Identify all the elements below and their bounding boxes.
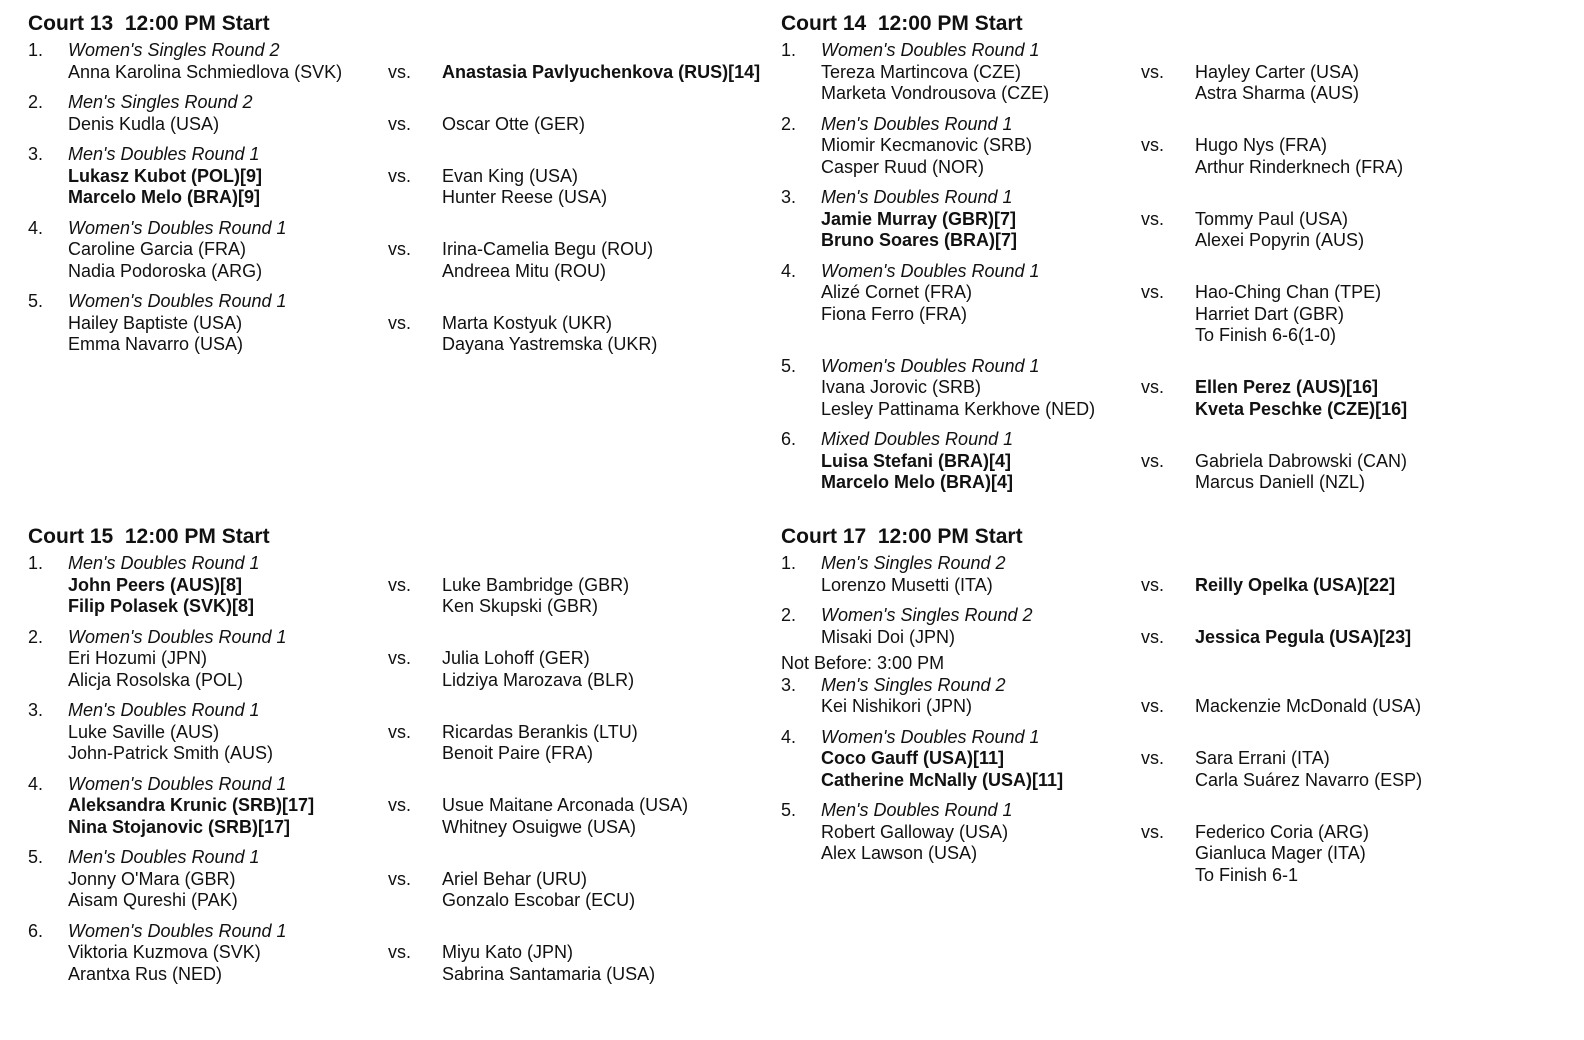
vs-label: vs. [388,61,412,82]
player-row [781,627,1541,649]
player-row [28,313,788,335]
round-label: Men's Singles Round 2 [821,553,1006,573]
round-label: Women's Doubles Round 1 [68,773,287,794]
match-entry [781,356,1541,421]
vs-label: vs. [388,113,412,134]
opponent-name: Ken Skupski (GBR) [442,596,599,616]
match-number: 5. [781,355,797,376]
vs-label: vs. [388,795,412,815]
player-name: Filip Polasek (SVK)[8] [68,596,255,616]
match-header-row [28,847,788,869]
player-row [28,575,788,597]
opponent-name: Whitney Osuigwe (USA) [442,816,637,837]
vs-label: vs. [388,239,412,259]
opponent-name: Hunter Reese (USA) [442,187,608,207]
opponent-name: Mackenzie McDonald (USA) [1195,696,1422,716]
player-name: Alex Lawson (USA) [821,843,978,863]
player-name: Fiona Ferro (FRA) [821,303,968,324]
match-number: 1. [28,553,44,573]
match-header-row [781,114,1541,136]
court-section [781,10,1541,503]
player-name: Luke Saville (AUS) [68,721,220,742]
match-number: 3. [28,700,44,720]
opponent-name: Gabriela Dabrowski (CAN) [1195,450,1408,471]
player-row [781,472,1541,494]
finish-note-row [781,325,1541,347]
match-entry [28,291,788,356]
player-name: Lesley Pattinama Kerkhove (NED) [821,398,1096,419]
opponent-name: Alexei Popyrin (AUS) [1195,230,1365,250]
opponent-name: Hao-Ching Chan (TPE) [1195,282,1382,302]
player-name: Robert Galloway (USA) [821,821,1009,842]
round-label: Women's Doubles Round 1 [68,626,287,647]
player-row [781,304,1541,326]
match-number: 5. [28,847,44,867]
match-number: 4. [28,217,44,238]
match-entry [28,700,788,765]
match-number: 2. [781,113,797,134]
player-row [781,83,1541,105]
round-label: Men's Singles Round 2 [68,92,253,112]
opponent-name: Astra Sharma (AUS) [1195,83,1360,103]
player-name: Aleksandra Krunic (SRB)[17] [68,795,315,815]
player-name: Nina Stojanovic (SRB)[17] [68,816,291,837]
player-row [28,942,788,964]
court-title: Court 17 12:00 PM Start [781,525,1023,548]
match-number: 6. [781,429,797,449]
player-row [28,869,788,891]
round-label: Men's Doubles Round 1 [68,847,260,867]
match-number: 6. [28,920,44,941]
match-entry [781,727,1541,792]
round-label: Men's Doubles Round 1 [68,700,260,720]
player-name: Lukasz Kubot (POL)[9] [68,165,262,186]
round-label: Men's Singles Round 2 [821,674,1006,695]
match-number: 2. [781,605,797,625]
vs-label: vs. [388,165,412,186]
player-row [781,399,1541,421]
player-row [28,722,788,744]
round-label: Men's Doubles Round 1 [821,187,1013,207]
match-entry [28,40,788,83]
match-header-row [781,675,1541,697]
vs-label: vs. [388,868,412,889]
opponent-name: Irina-Camelia Begu (ROU) [442,239,654,259]
player-name: Caroline Garcia (FRA) [68,239,247,259]
finish-note: To Finish 6-1 [1195,864,1299,885]
match-header-row [781,800,1541,822]
vs-label: vs. [1141,208,1165,229]
opponent-name: Marta Kostyuk (UKR) [442,312,613,333]
match-number: 3. [781,187,797,207]
opponent-name: Benoit Paire (FRA) [442,743,594,763]
vs-label: vs. [1141,377,1165,397]
player-row [781,770,1541,792]
opponent-name: Luke Bambridge (GBR) [442,574,630,595]
match-number: 2. [28,92,44,112]
match-header-row [781,429,1541,451]
round-label: Women's Doubles Round 1 [68,217,287,238]
player-row [28,166,788,188]
finish-note: To Finish 6-6(1-0) [1195,325,1337,345]
court-title: Court 15 12:00 PM Start [28,525,270,548]
player-row [28,964,788,986]
player-name: Ivana Jorovic (SRB) [821,377,982,397]
opponent-name: Marcus Daniell (NZL) [1195,472,1366,492]
player-row [781,451,1541,473]
match-entry [781,114,1541,179]
player-name: Marcelo Melo (BRA)[4] [821,472,1014,492]
court-section [28,10,788,365]
opponent-name: Sara Errani (ITA) [1195,748,1330,768]
opponent-name: Harriet Dart (GBR) [1195,303,1345,324]
round-label: Women's Doubles Round 1 [821,40,1040,60]
player-name: Aisam Qureshi (PAK) [68,890,238,910]
opponent-name: Carla Suárez Navarro (ESP) [1195,769,1423,790]
opponent-name: Jessica Pegula (USA)[23] [1195,626,1412,647]
vs-label: vs. [388,721,412,742]
match-entry [28,847,788,912]
player-row [781,135,1541,157]
round-label: Mixed Doubles Round 1 [821,429,1014,449]
player-row [28,670,788,692]
player-name: Viktoria Kuzmova (SVK) [68,942,261,962]
match-entry [28,921,788,986]
player-row [28,334,788,356]
player-row [28,817,788,839]
match-number: 5. [28,291,44,311]
not-before-note: Not Before: 3:00 PM [781,653,945,673]
round-label: Women's Doubles Round 1 [68,291,287,311]
match-header-row [28,92,788,114]
player-row [28,648,788,670]
match-entry [781,429,1541,494]
match-number: 4. [781,726,797,747]
round-label: Women's Doubles Round 1 [821,726,1040,747]
vs-label: vs. [1141,574,1165,595]
player-name: Kei Nishikori (JPN) [821,696,973,716]
match-entry [28,92,788,135]
match-header-row [781,553,1541,575]
match-number: 5. [781,800,797,820]
round-label: Women's Doubles Round 1 [821,260,1040,281]
match-entry [781,187,1541,252]
player-row [781,696,1541,718]
player-row [781,748,1541,770]
player-name: Marcelo Melo (BRA)[9] [68,187,261,207]
opponent-name: Ricardas Berankis (LTU) [442,721,638,742]
round-label: Men's Doubles Round 1 [821,800,1013,820]
opponent-name: Miyu Kato (JPN) [442,942,574,962]
player-row [28,743,788,765]
opponent-name: Arthur Rinderknech (FRA) [1195,156,1404,177]
match-number: 1. [28,40,44,60]
match-entry [28,774,788,839]
player-row [781,230,1541,252]
player-row [28,187,788,209]
opponent-name: Ellen Perez (AUS)[16] [1195,377,1379,397]
match-number: 4. [28,773,44,794]
match-header-row [28,627,788,649]
opponent-name: Kveta Peschke (CZE)[16] [1195,398,1408,419]
match-header-row [28,40,788,62]
match-entry [781,261,1541,347]
court-title: Court 14 12:00 PM Start [781,12,1023,35]
round-label: Men's Doubles Round 1 [68,553,260,573]
player-name: Coco Gauff (USA)[11] [821,748,1005,768]
match-number: 1. [781,553,797,573]
player-row [781,282,1541,304]
opponent-name: Hayley Carter (USA) [1195,61,1360,82]
match-header-row [28,553,788,575]
player-row [28,890,788,912]
player-name: Tereza Martincova (CZE) [821,61,1022,82]
opponent-name: Anastasia Pavlyuchenkova (RUS)[14] [442,61,761,82]
vs-label: vs. [388,312,412,333]
finish-note-row [781,865,1541,887]
match-header-row [28,144,788,166]
match-header-row [28,700,788,722]
round-label: Women's Singles Round 2 [68,40,280,60]
match-header-row [781,187,1541,209]
vs-label: vs. [1141,135,1165,155]
player-row [28,114,788,136]
opponent-name: Andreea Mitu (ROU) [442,260,607,281]
opponent-name: Oscar Otte (GER) [442,113,586,134]
match-header-row [28,218,788,240]
opponent-name: Ariel Behar (URU) [442,868,588,889]
match-number: 2. [28,626,44,647]
player-row [28,596,788,618]
vs-label: vs. [1141,61,1165,82]
player-row [28,795,788,817]
player-name: Bruno Soares (BRA)[7] [821,230,1018,250]
player-name: Anna Karolina Schmiedlova (SVK) [68,61,343,82]
player-name: Catherine McNally (USA)[11] [821,769,1064,790]
opponent-name: Julia Lohoff (GER) [442,648,590,668]
player-name: Denis Kudla (USA) [68,113,220,134]
player-row [781,209,1541,231]
vs-label: vs. [388,574,412,595]
player-name: Lorenzo Musetti (ITA) [821,574,993,595]
player-name: Luisa Stefani (BRA)[4] [821,450,1012,471]
player-name: John Peers (AUS)[8] [68,574,243,595]
match-entry [781,800,1541,886]
opponent-name: Gianluca Mager (ITA) [1195,843,1366,863]
court-section [781,523,1541,895]
vs-label: vs. [1141,821,1165,842]
match-entry [781,40,1541,105]
player-row [781,62,1541,84]
match-number: 3. [781,674,797,695]
match-header-row [28,291,788,313]
vs-label: vs. [1141,450,1165,471]
player-name: Eri Hozumi (JPN) [68,648,208,668]
vs-label: vs. [1141,696,1165,716]
match-number: 1. [781,40,797,60]
round-label: Women's Doubles Round 1 [821,355,1040,376]
player-name: Marketa Vondrousova (CZE) [821,83,1050,103]
vs-label: vs. [1141,282,1165,302]
player-row [781,377,1541,399]
player-row [781,843,1541,865]
match-entry [781,605,1541,648]
player-name: Emma Navarro (USA) [68,334,244,354]
vs-label: vs. [1141,626,1165,647]
opponent-name: Gonzalo Escobar (ECU) [442,890,636,910]
opponent-name: Dayana Yastremska (UKR) [442,334,658,354]
opponent-name: Lidziya Marozava (BLR) [442,669,635,690]
player-row [28,62,788,84]
player-row [28,261,788,283]
round-label: Women's Singles Round 2 [821,605,1033,625]
player-name: John-Patrick Smith (AUS) [68,743,274,763]
player-name: Alizé Cornet (FRA) [821,282,973,302]
match-entry [781,675,1541,718]
round-label: Men's Doubles Round 1 [821,113,1013,134]
match-header-row [781,605,1541,627]
court-title: Court 13 12:00 PM Start [28,12,270,35]
player-row [781,822,1541,844]
player-name: Alicja Rosolska (POL) [68,669,244,690]
player-name: Casper Ruud (NOR) [821,156,985,177]
opponent-name: Federico Coria (ARG) [1195,821,1370,842]
player-name: Miomir Kecmanovic (SRB) [821,135,1033,155]
match-header-row [781,261,1541,283]
match-entry [781,553,1541,596]
match-header-row [781,727,1541,749]
match-entry [28,553,788,618]
player-row [28,239,788,261]
opponent-name: Hugo Nys (FRA) [1195,135,1328,155]
round-label: Women's Doubles Round 1 [68,920,287,941]
player-row [781,157,1541,179]
match-number: 3. [28,144,44,164]
vs-label: vs. [388,942,412,962]
opponent-name: Reilly Opelka (USA)[22] [1195,574,1396,595]
opponent-name: Tommy Paul (USA) [1195,208,1349,229]
match-entry [28,218,788,283]
player-name: Hailey Baptiste (USA) [68,312,243,333]
opponent-name: Usue Maitane Arconada (USA) [442,795,689,815]
vs-label: vs. [1141,748,1165,768]
match-number: 4. [781,260,797,281]
opponent-name: Sabrina Santamaria (USA) [442,963,656,984]
match-header-row [28,774,788,796]
vs-label: vs. [388,648,412,668]
round-label: Men's Doubles Round 1 [68,144,260,164]
match-entry [28,144,788,209]
player-row [781,575,1541,597]
player-name: Misaki Doi (JPN) [821,626,956,647]
match-header-row [28,921,788,943]
match-header-row [781,356,1541,378]
player-name: Jonny O'Mara (GBR) [68,868,236,889]
match-entry [28,627,788,692]
player-name: Jamie Murray (GBR)[7] [821,208,1017,229]
opponent-name: Evan King (USA) [442,165,579,186]
player-name: Nadia Podoroska (ARG) [68,260,263,281]
player-name: Arantxa Rus (NED) [68,963,223,984]
match-header-row [781,40,1541,62]
court-section [28,523,788,994]
